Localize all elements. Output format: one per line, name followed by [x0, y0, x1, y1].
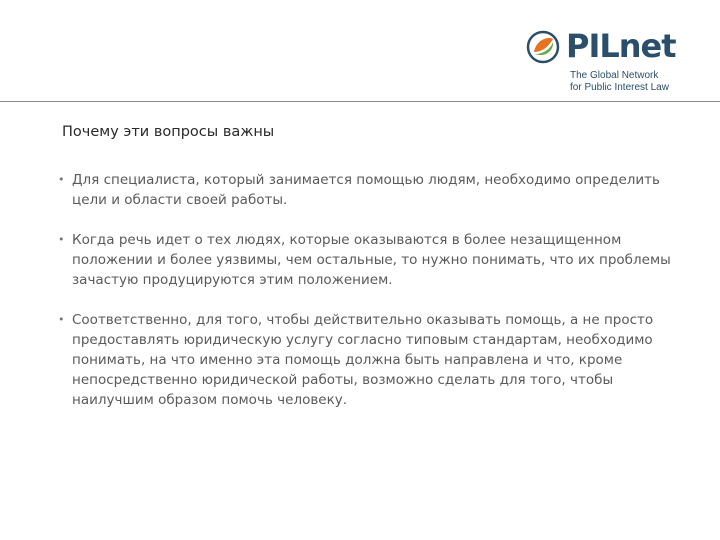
logo-tagline-line-1: The Global Network: [570, 70, 659, 81]
logo-tagline-line-2: for Public Interest Law: [570, 82, 669, 93]
bullet-list: [58, 170, 688, 430]
bullet-text: Когда речь идет о тех людях, которые оказываются в более незащищенном положении и более уязвимы, чем остальные, то нужно понимать, что их проблемы зачастую продуцируются этим положением.: [72, 232, 671, 288]
logo-tagline: [570, 70, 669, 94]
bullet-marker: •: [58, 313, 65, 326]
logo-wordmark: PILnet: [566, 27, 676, 65]
pilnet-logo: [526, 27, 696, 96]
slide-title: Почему эти вопросы важны: [62, 124, 275, 140]
bullet-item: [58, 230, 688, 290]
bullet-marker: •: [58, 173, 65, 186]
bullet-text: Соответственно, для того, чтобы действительно оказывать помощь, а не просто предоставлять юридическую услугу согласно типовым стандартам, необходимо понимать, на что именно эта помощь должна быть направлена и что, кроме непосредственно юридической работы, возможно сделать для того, чтобы наилучшим образом помочь человеку.: [72, 312, 654, 408]
pilnet-leaf-icon: [526, 30, 560, 64]
bullet-item: [58, 170, 688, 210]
bullet-text: Для специалиста, который занимается помощью людям, необходимо определить цели и области своей работы.: [72, 172, 660, 208]
bullet-marker: •: [58, 233, 65, 246]
bullet-item: [58, 310, 688, 410]
header-divider: [0, 101, 720, 102]
